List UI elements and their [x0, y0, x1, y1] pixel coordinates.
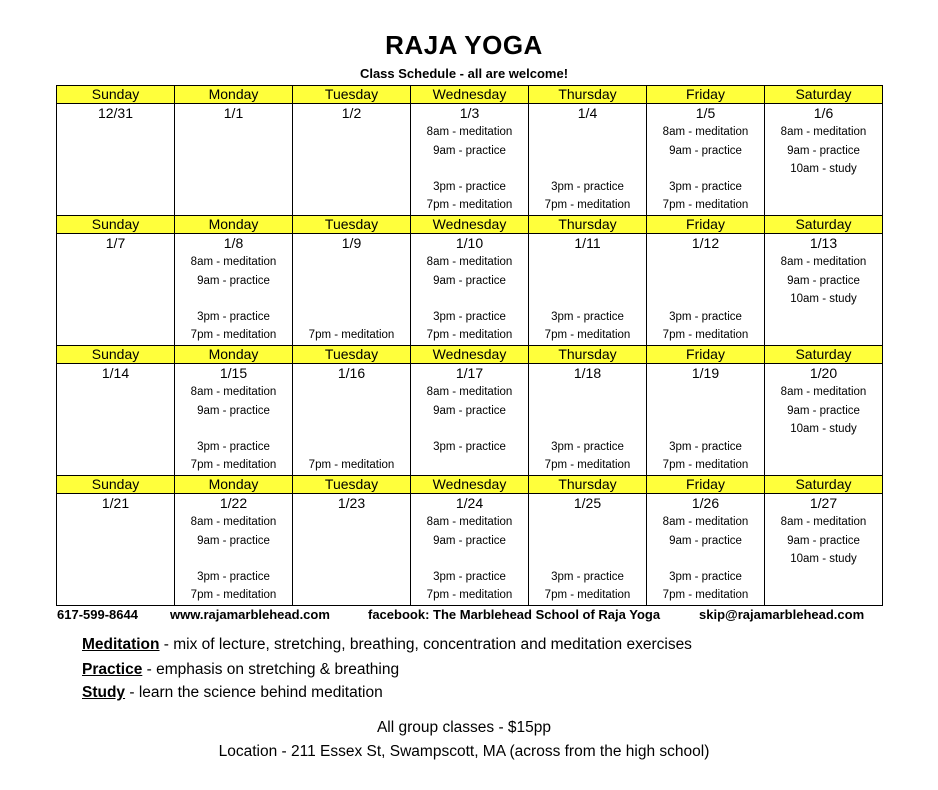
class-entry: 10am - study [790, 423, 857, 435]
week-row [57, 494, 883, 606]
day-header: Tuesday [293, 346, 411, 364]
day-header: Monday [175, 216, 293, 234]
day-cell [411, 234, 529, 346]
class-entry: 9am - practice [433, 275, 506, 287]
day-header: Tuesday [293, 476, 411, 494]
day-header: Wednesday [411, 476, 529, 494]
day-date: 1/17 [455, 365, 484, 381]
schedule-calendar [56, 85, 883, 606]
day-header: Thursday [529, 86, 647, 104]
day-header: Friday [647, 476, 765, 494]
class-entry: 3pm - practice [197, 441, 270, 453]
week-row [57, 234, 883, 346]
day-date: 1/19 [691, 365, 720, 381]
class-entry: 7pm - meditation [426, 199, 513, 211]
class-entry: 9am - practice [197, 275, 270, 287]
day-date: 1/10 [455, 235, 484, 251]
day-header: Saturday [765, 216, 883, 234]
day-cell [175, 104, 293, 216]
day-cell [293, 234, 411, 346]
class-entry: 3pm - practice [551, 311, 624, 323]
class-entry: 10am - study [790, 293, 857, 305]
day-header: Sunday [57, 216, 175, 234]
day-date: 1/24 [455, 495, 484, 511]
day-date: 1/20 [809, 365, 838, 381]
day-date: 1/5 [695, 105, 716, 121]
day-header: Sunday [57, 476, 175, 494]
day-cell [293, 104, 411, 216]
day-cell [57, 234, 175, 346]
day-cell [293, 494, 411, 606]
day-header: Tuesday [293, 86, 411, 104]
class-entry: 8am - meditation [662, 126, 749, 138]
class-entry: 9am - practice [787, 275, 860, 287]
contact-facebook[interactable]: facebook: The Marblehead School of Raja Yoga [368, 607, 661, 622]
class-entry: 7pm - meditation [662, 459, 749, 471]
class-entry: 8am - meditation [190, 516, 277, 528]
class-entry: 8am - meditation [426, 126, 513, 138]
day-cell [411, 494, 529, 606]
day-cell [175, 494, 293, 606]
day-date: 1/25 [573, 495, 602, 511]
class-entry: 7pm - meditation [662, 199, 749, 211]
week-header-row [57, 86, 883, 104]
contact-website[interactable]: www.rajamarblehead.com [170, 607, 330, 622]
day-date: 12/31 [97, 105, 134, 121]
day-cell [529, 494, 647, 606]
class-entry: 10am - study [790, 553, 857, 565]
contact-email[interactable]: skip@rajamarblehead.com [699, 607, 865, 622]
class-entry: 3pm - practice [433, 571, 506, 583]
class-entry: 8am - meditation [780, 386, 867, 398]
class-entry: 3pm - practice [197, 311, 270, 323]
day-cell [57, 104, 175, 216]
class-entry: 10am - study [790, 163, 857, 175]
day-header: Thursday [529, 476, 647, 494]
day-cell [765, 234, 883, 346]
class-entry: 7pm - meditation [190, 589, 277, 601]
day-date: 1/16 [337, 365, 366, 381]
class-entry: 3pm - practice [551, 181, 624, 193]
class-entry: 9am - practice [197, 535, 270, 547]
class-entry: 8am - meditation [780, 256, 867, 268]
legend-desc: - learn the science behind meditation [125, 684, 383, 701]
class-entry: 8am - meditation [662, 516, 749, 528]
class-entry: 8am - meditation [426, 256, 513, 268]
day-cell [175, 364, 293, 476]
week-header-row [57, 476, 883, 494]
class-entry: 9am - practice [197, 405, 270, 417]
day-cell [411, 104, 529, 216]
legend-item-study [82, 684, 383, 702]
legend-item-practice [82, 661, 399, 679]
day-cell [293, 364, 411, 476]
day-date: 1/7 [105, 235, 126, 251]
class-entry: 7pm - meditation [426, 589, 513, 601]
class-entry: 8am - meditation [780, 516, 867, 528]
class-entry: 7pm - meditation [662, 589, 749, 601]
day-header: Saturday [765, 86, 883, 104]
day-date: 1/23 [337, 495, 366, 511]
class-entry: 7pm - meditation [544, 199, 631, 211]
day-cell [529, 364, 647, 476]
day-date: 1/13 [809, 235, 838, 251]
legend-term: Meditation [82, 636, 160, 653]
day-header: Wednesday [411, 216, 529, 234]
day-date: 1/8 [223, 235, 244, 251]
class-entry: 9am - practice [433, 535, 506, 547]
day-date: 1/18 [573, 365, 602, 381]
day-date: 1/27 [809, 495, 838, 511]
day-header: Tuesday [293, 216, 411, 234]
class-entry: 8am - meditation [780, 126, 867, 138]
class-entry: 7pm - meditation [308, 329, 395, 341]
day-header: Friday [647, 86, 765, 104]
class-entry: 9am - practice [787, 535, 860, 547]
class-entry: 3pm - practice [551, 441, 624, 453]
day-header: Friday [647, 346, 765, 364]
day-header: Friday [647, 216, 765, 234]
day-cell [175, 234, 293, 346]
legend-term: Study [82, 684, 126, 701]
day-cell [529, 104, 647, 216]
class-entry: 3pm - practice [669, 441, 742, 453]
class-entry: 3pm - practice [433, 311, 506, 323]
day-cell [411, 364, 529, 476]
day-header: Sunday [57, 86, 175, 104]
day-date: 1/12 [691, 235, 720, 251]
class-entry: 9am - practice [433, 145, 506, 157]
class-entry: 7pm - meditation [190, 459, 277, 471]
class-entry: 8am - meditation [190, 256, 277, 268]
class-entry: 9am - practice [433, 405, 506, 417]
legend-term: Practice [82, 661, 143, 678]
class-entry: 3pm - practice [433, 181, 506, 193]
day-header: Thursday [529, 216, 647, 234]
class-entry: 9am - practice [669, 535, 742, 547]
day-cell [765, 494, 883, 606]
legend-desc: - mix of lecture, stretching, breathing, concentration and meditation exercises [159, 636, 692, 653]
day-date: 1/2 [341, 105, 362, 121]
day-date: 1/3 [459, 105, 480, 121]
page-subtitle: Class Schedule - all are welcome! [359, 66, 569, 81]
class-entry: 8am - meditation [426, 516, 513, 528]
class-entry: 9am - practice [669, 145, 742, 157]
class-entry: 3pm - practice [551, 571, 624, 583]
day-cell [647, 364, 765, 476]
class-entry: 9am - practice [787, 405, 860, 417]
day-header: Thursday [529, 346, 647, 364]
day-date: 1/21 [101, 495, 130, 511]
day-cell [765, 364, 883, 476]
day-cell [647, 494, 765, 606]
legend-desc: - emphasis on stretching & breathing [142, 661, 400, 678]
day-date: 1/4 [577, 105, 598, 121]
class-entry: 7pm - meditation [544, 459, 631, 471]
day-date: 1/6 [813, 105, 834, 121]
class-entry: 3pm - practice [669, 311, 742, 323]
legend-item-meditation [82, 636, 692, 654]
week-header-row [57, 216, 883, 234]
pricing-text: All group classes - $15pp [376, 719, 552, 736]
day-cell [529, 234, 647, 346]
class-entry: 7pm - meditation [544, 329, 631, 341]
page-title: RAJA YOGA [385, 30, 543, 60]
class-entry: 8am - meditation [190, 386, 277, 398]
day-header: Wednesday [411, 346, 529, 364]
week-row [57, 104, 883, 216]
week-header-row [57, 346, 883, 364]
day-date: 1/1 [223, 105, 244, 121]
class-entry: 7pm - meditation [190, 329, 277, 341]
class-entry: 3pm - practice [669, 181, 742, 193]
day-date: 1/15 [219, 365, 248, 381]
day-cell [647, 234, 765, 346]
class-entry: 3pm - practice [669, 571, 742, 583]
day-date: 1/14 [101, 365, 130, 381]
day-header: Wednesday [411, 86, 529, 104]
location-text: Location - 211 Essex St, Swampscott, MA (across from the high school) [218, 743, 710, 760]
day-header: Sunday [57, 346, 175, 364]
contact-phone: 617-599-8644 [57, 607, 138, 622]
day-date: 1/26 [691, 495, 720, 511]
day-header: Saturday [765, 346, 883, 364]
day-cell [57, 364, 175, 476]
day-cell [765, 104, 883, 216]
week-row [57, 364, 883, 476]
day-date: 1/9 [341, 235, 362, 251]
day-cell [57, 494, 175, 606]
class-entry: 8am - meditation [426, 386, 513, 398]
day-header: Saturday [765, 476, 883, 494]
day-date: 1/11 [574, 235, 601, 251]
class-entry: 7pm - meditation [544, 589, 631, 601]
class-entry: 7pm - meditation [662, 329, 749, 341]
day-header: Monday [175, 476, 293, 494]
day-date: 1/22 [219, 495, 248, 511]
day-header: Monday [175, 346, 293, 364]
class-entry: 9am - practice [787, 145, 860, 157]
class-entry: 7pm - meditation [426, 329, 513, 341]
day-header: Monday [175, 86, 293, 104]
class-entry: 3pm - practice [433, 441, 506, 453]
class-entry: 3pm - practice [197, 571, 270, 583]
day-cell [647, 104, 765, 216]
class-entry: 7pm - meditation [308, 459, 395, 471]
